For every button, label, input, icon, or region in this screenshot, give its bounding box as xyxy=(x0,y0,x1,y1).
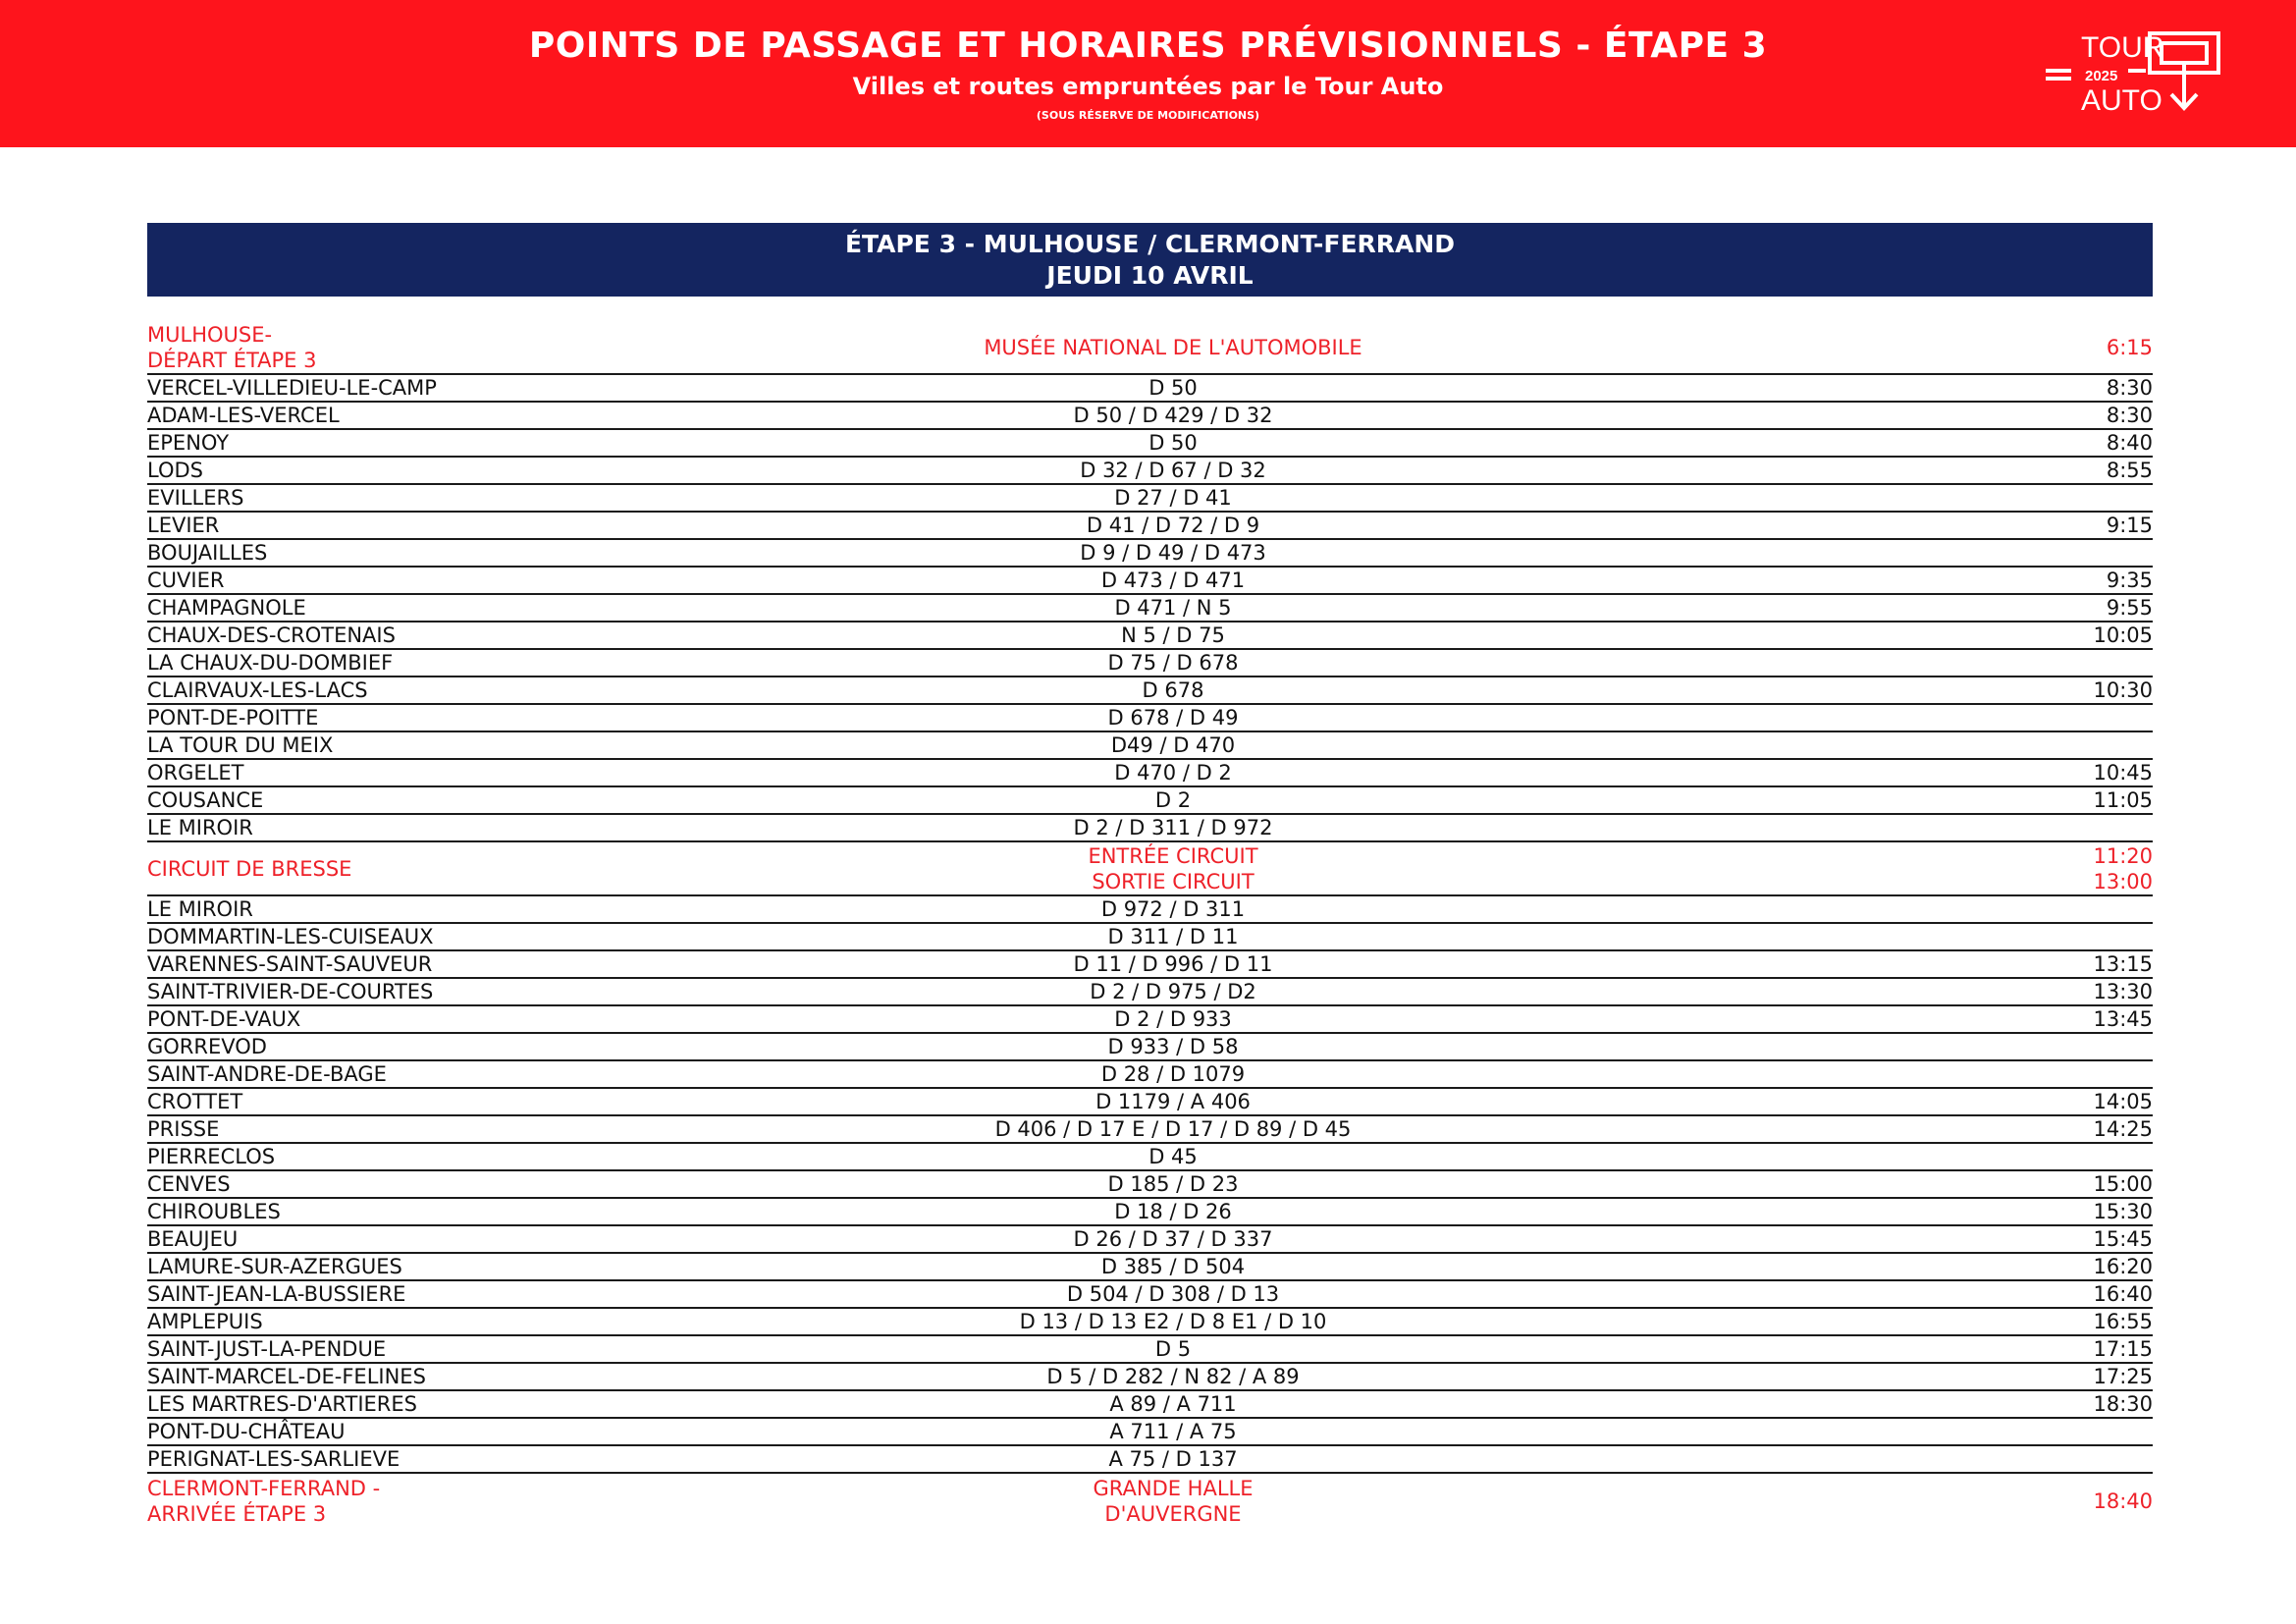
table-row xyxy=(147,485,2153,513)
city-cell-line: CLAIRVAUX-LES-LACS xyxy=(147,678,368,702)
table-row xyxy=(147,1199,2153,1226)
time-cell xyxy=(1956,815,2153,840)
logo-rule-left-2 xyxy=(2046,77,2071,81)
time-cell-line: 8:55 xyxy=(2106,459,2153,482)
road-cell-line: D 18 / D 26 xyxy=(1114,1200,1232,1223)
city-cell-line: GORREVOD xyxy=(147,1035,267,1058)
road-cell xyxy=(736,485,1610,511)
road-cell xyxy=(736,321,1610,373)
city-cell-line: COUSANCE xyxy=(147,788,264,812)
road-cell-line: D 678 xyxy=(1142,678,1204,702)
road-cell xyxy=(736,787,1610,813)
table-row xyxy=(147,403,2153,430)
table-row xyxy=(147,787,2153,815)
road-cell xyxy=(736,1034,1610,1059)
time-cell xyxy=(1956,896,2153,922)
road-cell-line: D 50 xyxy=(1148,376,1198,400)
city-cell-line: SAINT-MARCEL-DE-FELINES xyxy=(147,1365,426,1388)
road-cell-line: D 933 / D 58 xyxy=(1107,1035,1239,1058)
table-row xyxy=(147,1006,2153,1034)
city-cell-line: CHAUX-DES-CROTENAIS xyxy=(147,623,396,647)
city-cell-line: CENVES xyxy=(147,1172,231,1196)
road-cell xyxy=(736,705,1610,731)
road-cell-line: D 471 / N 5 xyxy=(1114,596,1232,620)
city-cell-line: LEVIER xyxy=(147,514,220,537)
table-row xyxy=(147,568,2153,595)
logo-line1: TOUR xyxy=(2081,31,2164,64)
city-cell-line: DÉPART ÉTAPE 3 xyxy=(147,348,317,372)
city-cell-line: PONT-DU-CHÂTEAU xyxy=(147,1420,346,1443)
city-cell-line: SAINT-JUST-LA-PENDUE xyxy=(147,1337,387,1361)
time-cell xyxy=(1956,1199,2153,1224)
time-cell xyxy=(1956,623,2153,648)
table-row xyxy=(147,1364,2153,1391)
table-row xyxy=(147,321,2153,375)
road-cell xyxy=(736,1309,1610,1334)
time-cell xyxy=(1956,705,2153,731)
time-cell-line: 13:00 xyxy=(2093,869,2153,893)
time-cell xyxy=(1956,1309,2153,1334)
table-row xyxy=(147,1171,2153,1199)
road-cell xyxy=(736,403,1610,428)
logo-year: 2025 xyxy=(2085,68,2118,84)
road-cell-line: D 27 / D 41 xyxy=(1114,486,1232,510)
road-cell xyxy=(736,430,1610,456)
city-cell-line: LA TOUR DU MEIX xyxy=(147,733,334,757)
road-cell-line: D 473 / D 471 xyxy=(1100,568,1246,592)
road-cell-line: D 2 / D 311 / D 972 xyxy=(1073,816,1273,839)
table-row xyxy=(147,815,2153,842)
time-cell-line: 18:30 xyxy=(2093,1392,2153,1416)
road-cell xyxy=(736,1006,1610,1032)
road-cell-line: D 11 / D 996 / D 11 xyxy=(1073,952,1273,976)
road-cell xyxy=(736,375,1610,401)
city-cell-line: PONT-DE-VAUX xyxy=(147,1007,301,1031)
road-cell xyxy=(736,540,1610,566)
road-cell-line: D 504 / D 308 / D 13 xyxy=(1066,1282,1280,1306)
time-cell-line: 18:40 xyxy=(2093,1489,2153,1513)
city-cell-line: ORGELET xyxy=(147,761,244,785)
time-cell xyxy=(1956,1034,2153,1059)
road-cell-line: N 5 / D 75 xyxy=(1121,623,1225,647)
road-cell xyxy=(736,951,1610,977)
city-cell-line: SAINT-ANDRE-DE-BAGE xyxy=(147,1062,387,1086)
road-cell xyxy=(736,1089,1610,1114)
city-cell-line: EPENOY xyxy=(147,431,230,455)
city-cell-line: SAINT-TRIVIER-DE-COURTES xyxy=(147,980,434,1003)
road-cell-line: A 711 / A 75 xyxy=(1109,1420,1237,1443)
road-cell xyxy=(736,1226,1610,1252)
stage-title: ÉTAPE 3 - MULHOUSE / CLERMONT-FERRAND xyxy=(844,230,1456,258)
road-cell xyxy=(736,677,1610,703)
road-cell xyxy=(736,1336,1610,1362)
road-cell-line: D 26 / D 37 / D 337 xyxy=(1073,1227,1273,1251)
time-cell-line: 11:20 xyxy=(2093,843,2153,868)
road-cell-line: SORTIE CIRCUIT xyxy=(1092,869,1255,893)
road-cell-line: D 5 xyxy=(1154,1337,1192,1361)
table-row xyxy=(147,1419,2153,1446)
road-cell xyxy=(736,842,1610,894)
city-cell-line: CHAMPAGNOLE xyxy=(147,596,306,620)
road-cell-line: D 185 / D 23 xyxy=(1107,1172,1239,1196)
time-cell-line: 10:30 xyxy=(2093,678,2153,702)
time-cell-line: 9:55 xyxy=(2106,596,2153,620)
city-cell-line: AMPLEPUIS xyxy=(147,1310,263,1333)
table-row xyxy=(147,1336,2153,1364)
road-cell xyxy=(736,1171,1610,1197)
time-cell-line: 13:30 xyxy=(2093,980,2153,1003)
logo-inner-frame xyxy=(2162,43,2207,63)
time-cell xyxy=(1956,568,2153,593)
stage-date: JEUDI 10 AVRIL xyxy=(1046,261,1254,290)
table-row xyxy=(147,458,2153,485)
table-row xyxy=(147,1226,2153,1254)
road-cell xyxy=(736,896,1610,922)
time-cell xyxy=(1956,1419,2153,1444)
table-row xyxy=(147,1474,2153,1528)
road-cell xyxy=(736,650,1610,676)
road-cell-line: D 470 / D 2 xyxy=(1114,761,1232,785)
page-subtitle: Villes et routes empruntées par le Tour Auto xyxy=(852,73,1444,100)
time-cell-line: 9:35 xyxy=(2106,568,2153,592)
table-row xyxy=(147,842,2153,896)
city-cell-line: LA CHAUX-DU-DOMBIEF xyxy=(147,651,394,675)
road-cell xyxy=(736,1144,1610,1169)
time-cell xyxy=(1956,430,2153,456)
road-cell-line: D 311 / D 11 xyxy=(1107,925,1239,948)
table-row xyxy=(147,979,2153,1006)
table-row xyxy=(147,1034,2153,1061)
city-cell-line: CIRCUIT DE BRESSE xyxy=(147,856,352,881)
table-row xyxy=(147,896,2153,924)
time-cell xyxy=(1956,1006,2153,1032)
time-cell xyxy=(1956,513,2153,538)
road-cell-line: D 13 / D 13 E2 / D 8 E1 / D 10 xyxy=(1019,1310,1327,1333)
time-cell xyxy=(1956,1061,2153,1087)
logo-arrow-icon xyxy=(2171,63,2197,108)
table-row xyxy=(147,375,2153,403)
road-cell-line: D 2 xyxy=(1154,788,1192,812)
table-row xyxy=(147,1281,2153,1309)
road-cell xyxy=(736,1061,1610,1087)
city-cell-line: EVILLERS xyxy=(147,486,244,510)
time-cell-line: 16:20 xyxy=(2093,1255,2153,1278)
city-cell-line: LAMURE-SUR-AZERGUES xyxy=(147,1255,402,1278)
header-banner xyxy=(0,0,2296,147)
road-cell xyxy=(736,623,1610,648)
route-table xyxy=(147,321,2153,1528)
road-cell xyxy=(736,1364,1610,1389)
time-cell xyxy=(1956,1474,2153,1528)
city-cell-line: SAINT-JEAN-LA-BUSSIERE xyxy=(147,1282,406,1306)
stage-header xyxy=(147,223,2153,297)
table-row xyxy=(147,760,2153,787)
table-row xyxy=(147,1116,2153,1144)
time-cell xyxy=(1956,677,2153,703)
road-cell-line: D 2 / D 975 / D2 xyxy=(1090,980,1256,1003)
time-cell xyxy=(1956,1336,2153,1362)
road-cell xyxy=(736,760,1610,785)
road-cell xyxy=(736,1419,1610,1444)
road-cell xyxy=(736,732,1610,758)
table-row xyxy=(147,430,2153,458)
time-cell xyxy=(1956,540,2153,566)
city-cell-line: CROTTET xyxy=(147,1090,243,1113)
time-cell xyxy=(1956,1171,2153,1197)
road-cell-line: D 1179 / A 406 xyxy=(1095,1090,1251,1113)
time-cell-line: 8:40 xyxy=(2106,431,2153,455)
road-cell-line: D 406 / D 17 E / D 17 / D 89 / D 45 xyxy=(994,1117,1352,1141)
time-cell xyxy=(1956,760,2153,785)
city-cell-line: CUVIER xyxy=(147,568,225,592)
road-cell-line: D 50 / D 429 / D 32 xyxy=(1073,404,1273,427)
road-cell xyxy=(736,1254,1610,1279)
road-cell-line: D 678 / D 49 xyxy=(1107,706,1239,730)
city-cell-line: LES MARTRES-D'ARTIERES xyxy=(147,1392,417,1416)
time-cell xyxy=(1956,595,2153,621)
city-cell-line: MULHOUSE- xyxy=(147,322,273,347)
time-cell-line: 6:15 xyxy=(2106,335,2153,359)
time-cell xyxy=(1956,321,2153,373)
road-cell xyxy=(736,1446,1610,1472)
time-cell xyxy=(1956,1364,2153,1389)
road-cell-line: D 50 xyxy=(1148,431,1198,455)
time-cell-line: 14:05 xyxy=(2093,1090,2153,1113)
road-cell-line: D 9 / D 49 / D 473 xyxy=(1080,541,1266,565)
city-cell-line: VERCEL-VILLEDIEU-LE-CAMP xyxy=(147,376,437,400)
road-cell xyxy=(736,1199,1610,1224)
city-cell-line: ADAM-LES-VERCEL xyxy=(147,404,340,427)
road-cell xyxy=(736,1116,1610,1142)
disclaimer-note: (SOUS RÉSERVE DE MODIFICATIONS) xyxy=(1036,109,1260,122)
city-cell-line: PONT-DE-POITTE xyxy=(147,706,319,730)
time-cell-line: 14:25 xyxy=(2093,1117,2153,1141)
time-cell-line: 8:30 xyxy=(2106,376,2153,400)
road-cell-line: D 32 / D 67 / D 32 xyxy=(1080,459,1266,482)
road-cell-line: A 75 / D 137 xyxy=(1108,1447,1238,1471)
road-cell xyxy=(736,513,1610,538)
table-row xyxy=(147,650,2153,677)
table-row xyxy=(147,623,2153,650)
time-cell-line: 13:15 xyxy=(2093,952,2153,976)
table-row xyxy=(147,1254,2153,1281)
city-cell-line: LE MIROIR xyxy=(147,816,253,839)
road-cell-line: ENTRÉE CIRCUIT xyxy=(1088,843,1258,868)
road-cell-line: D 972 / D 311 xyxy=(1100,897,1246,921)
city-cell-line: VARENNES-SAINT-SAUVEUR xyxy=(147,952,433,976)
table-row xyxy=(147,951,2153,979)
road-cell-line: D 5 / D 282 / N 82 / A 89 xyxy=(1046,1365,1300,1388)
city-cell-line: ARRIVÉE ÉTAPE 3 xyxy=(147,1501,327,1526)
time-cell-line: 10:45 xyxy=(2093,761,2153,785)
time-cell xyxy=(1956,787,2153,813)
city-cell-line: DOMMARTIN-LES-CUISEAUX xyxy=(147,925,434,948)
time-cell-line: 16:40 xyxy=(2093,1282,2153,1306)
page-title: POINTS DE PASSAGE ET HORAIRES PRÉVISIONNELS - ÉTAPE 3 xyxy=(528,26,1768,66)
table-row xyxy=(147,924,2153,951)
time-cell xyxy=(1956,458,2153,483)
time-cell xyxy=(1956,1281,2153,1307)
table-row xyxy=(147,1089,2153,1116)
time-cell xyxy=(1956,924,2153,949)
road-cell xyxy=(736,568,1610,593)
time-cell xyxy=(1956,979,2153,1004)
time-cell xyxy=(1956,650,2153,676)
time-cell xyxy=(1956,951,2153,977)
road-cell xyxy=(736,595,1610,621)
road-cell xyxy=(736,1281,1610,1307)
time-cell xyxy=(1956,1391,2153,1417)
city-cell-line: CHIROUBLES xyxy=(147,1200,281,1223)
road-cell-line: D'AUVERGNE xyxy=(1104,1501,1242,1526)
road-cell xyxy=(736,1474,1610,1528)
table-row xyxy=(147,1309,2153,1336)
table-row xyxy=(147,540,2153,568)
road-cell xyxy=(736,1391,1610,1417)
time-cell xyxy=(1956,1226,2153,1252)
table-row xyxy=(147,595,2153,623)
city-cell-line: LE MIROIR xyxy=(147,897,253,921)
time-cell xyxy=(1956,485,2153,511)
time-cell-line: 17:25 xyxy=(2093,1365,2153,1388)
city-cell-line: CLERMONT-FERRAND - xyxy=(147,1476,381,1500)
time-cell-line: 17:15 xyxy=(2093,1337,2153,1361)
table-row xyxy=(147,1446,2153,1474)
tour-auto-logo xyxy=(2042,27,2228,121)
road-cell-line: D 41 / D 72 / D 9 xyxy=(1086,514,1260,537)
city-cell-line: BOUJAILLES xyxy=(147,541,268,565)
table-row xyxy=(147,513,2153,540)
time-cell-line: 16:55 xyxy=(2093,1310,2153,1333)
time-cell-line: 10:05 xyxy=(2093,623,2153,647)
road-cell-line: D 385 / D 504 xyxy=(1100,1255,1246,1278)
time-cell xyxy=(1956,1254,2153,1279)
time-cell-line: 13:45 xyxy=(2093,1007,2153,1031)
road-cell-line: D 45 xyxy=(1148,1145,1198,1168)
time-cell-line: 11:05 xyxy=(2093,788,2153,812)
road-cell-line: D49 / D 470 xyxy=(1110,733,1236,757)
road-cell-line: GRANDE HALLE xyxy=(1093,1476,1254,1500)
logo-line2: AUTO xyxy=(2081,84,2163,117)
city-cell-line: LODS xyxy=(147,459,203,482)
table-row xyxy=(147,677,2153,705)
time-cell xyxy=(1956,1144,2153,1169)
city-cell-line: PIERRECLOS xyxy=(147,1145,276,1168)
time-cell xyxy=(1956,732,2153,758)
logo-rule-left xyxy=(2046,69,2071,73)
time-cell xyxy=(1956,842,2153,894)
time-cell-line: 8:30 xyxy=(2106,404,2153,427)
road-cell xyxy=(736,924,1610,949)
table-row xyxy=(147,732,2153,760)
road-cell xyxy=(736,815,1610,840)
road-cell xyxy=(736,458,1610,483)
city-cell-line: PERIGNAT-LES-SARLIEVE xyxy=(147,1447,400,1471)
road-cell xyxy=(736,979,1610,1004)
time-cell xyxy=(1956,1116,2153,1142)
table-row xyxy=(147,1391,2153,1419)
time-cell-line: 15:45 xyxy=(2093,1227,2153,1251)
time-cell-line: 15:30 xyxy=(2093,1200,2153,1223)
road-cell-line: D 75 / D 678 xyxy=(1107,651,1239,675)
road-cell-line: MUSÉE NATIONAL DE L'AUTOMOBILE xyxy=(984,335,1362,359)
table-row xyxy=(147,1061,2153,1089)
time-cell xyxy=(1956,403,2153,428)
time-cell-line: 15:00 xyxy=(2093,1172,2153,1196)
time-cell xyxy=(1956,1089,2153,1114)
time-cell xyxy=(1956,1446,2153,1472)
road-cell-line: A 89 / A 711 xyxy=(1109,1392,1237,1416)
table-row xyxy=(147,1144,2153,1171)
table-row xyxy=(147,705,2153,732)
road-cell-line: D 28 / D 1079 xyxy=(1100,1062,1246,1086)
time-cell-line: 9:15 xyxy=(2106,514,2153,537)
road-cell-line: D 2 / D 933 xyxy=(1114,1007,1232,1031)
city-cell-line: BEAUJEU xyxy=(147,1227,239,1251)
city-cell-line: PRISSE xyxy=(147,1117,220,1141)
time-cell xyxy=(1956,375,2153,401)
logo-rule-right xyxy=(2128,69,2146,73)
